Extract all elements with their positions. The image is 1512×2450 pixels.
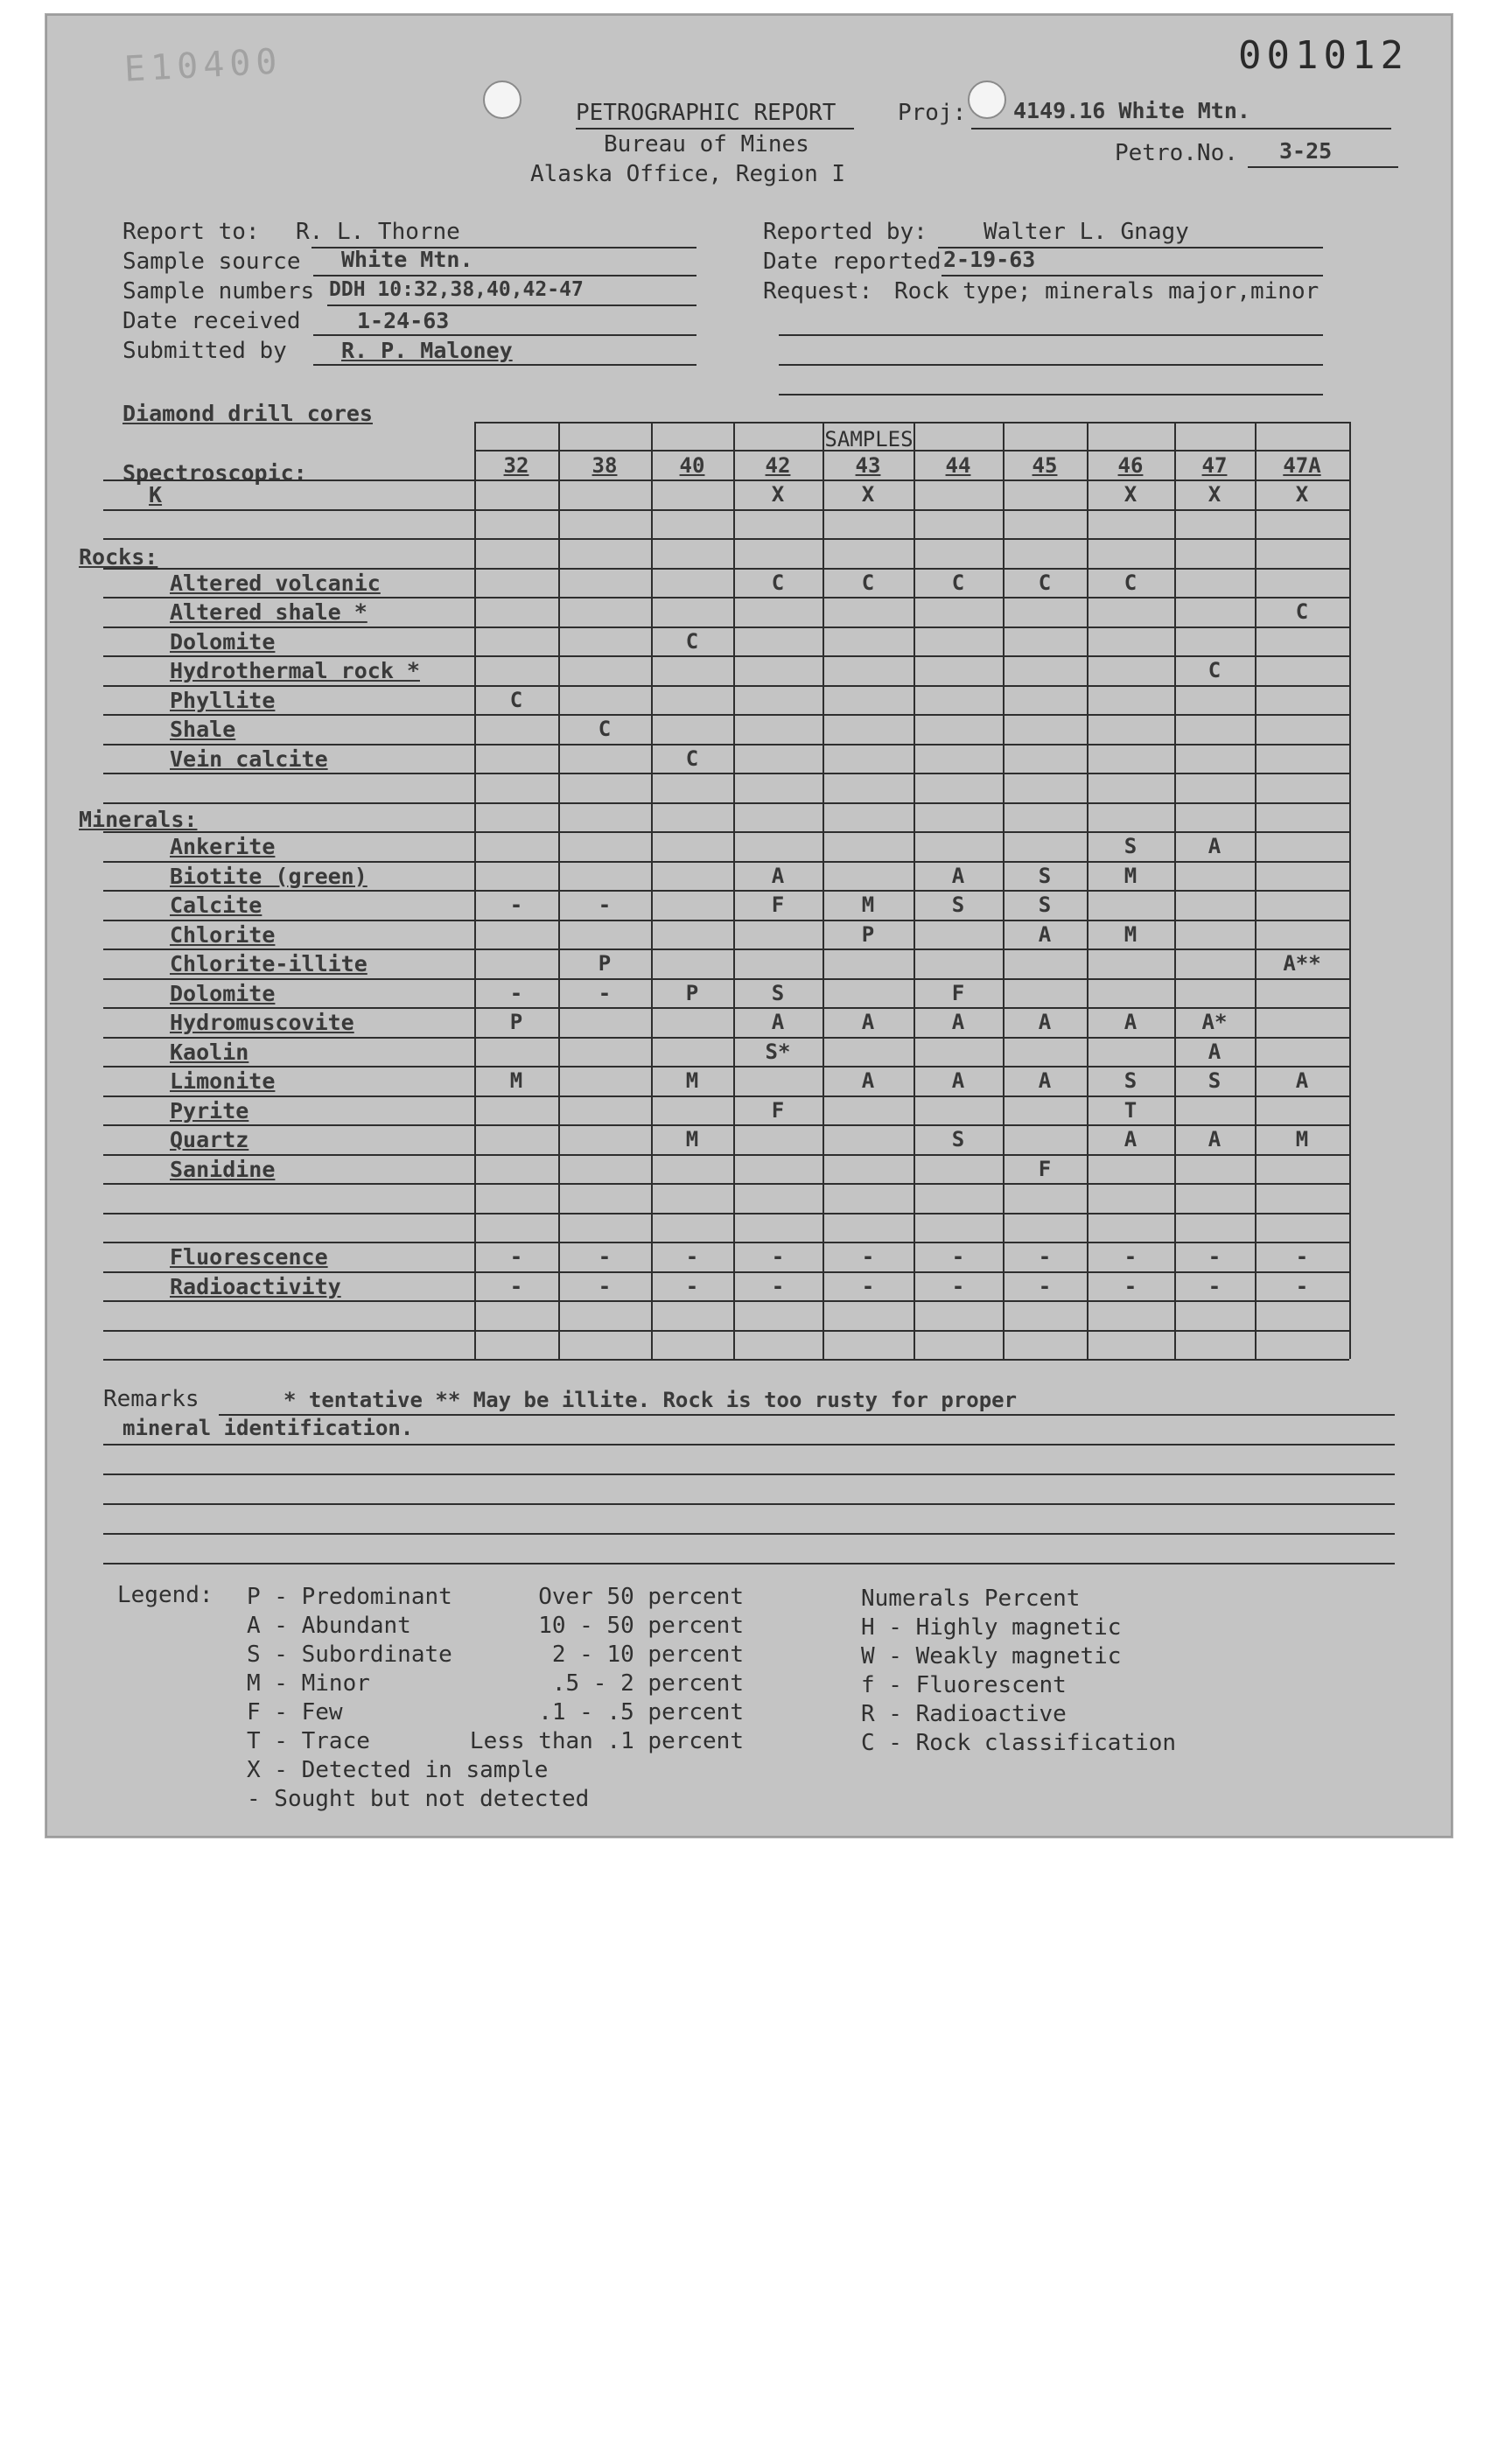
- table-cell: C: [951, 570, 965, 595]
- table-cell: C: [771, 570, 785, 595]
- table-row-divider: [103, 714, 1349, 716]
- date-received-label: Date received: [122, 308, 301, 334]
- row-label: Sanidine: [170, 1156, 276, 1182]
- table-cell: F: [771, 892, 785, 917]
- table-cell: T: [1124, 1097, 1138, 1123]
- submitted-by-value: R. P. Maloney: [341, 338, 513, 363]
- samples-header: SAMPLES: [824, 427, 914, 452]
- table-row-divider: [103, 509, 1349, 511]
- submitted-by-label: Submitted by: [122, 338, 287, 364]
- table-row-divider: [103, 831, 1349, 833]
- remarks-line-b: [103, 1444, 1395, 1446]
- row-label: Quartz: [170, 1127, 249, 1152]
- legend-right-item: R - Radioactive: [861, 1701, 1067, 1727]
- table-cell: M: [685, 1127, 699, 1152]
- table-row-divider: [103, 480, 1349, 481]
- row-label: Shale: [170, 717, 236, 742]
- table-row-divider: [103, 1330, 1349, 1332]
- table-cell: C: [1295, 599, 1309, 624]
- row-label: Chlorite: [170, 921, 276, 948]
- table-row-divider: [103, 1096, 1349, 1097]
- table-cell: P: [598, 951, 612, 976]
- remarks-label: Remarks: [103, 1386, 200, 1412]
- report-to-value: R. L. Thorne: [296, 219, 460, 245]
- table-cell: X: [771, 482, 785, 507]
- table-cell: C: [861, 570, 875, 595]
- proj-label: Proj:: [898, 100, 967, 126]
- table-row-divider: [103, 861, 1349, 863]
- column-header-47A: 47A: [1283, 453, 1321, 478]
- table-cell: -: [685, 1244, 699, 1269]
- remarks-line-2: mineral identification.: [122, 1416, 414, 1440]
- legend-code: T - Trace: [247, 1728, 370, 1754]
- row-label: Altered shale *: [170, 599, 368, 625]
- table-cell: F: [951, 980, 965, 1005]
- table-row-divider: [103, 1066, 1349, 1068]
- table-cell: S: [771, 980, 785, 1005]
- table-row-divider: [103, 1037, 1349, 1039]
- table-cell: S: [951, 892, 965, 917]
- table-cell: -: [1038, 1273, 1052, 1298]
- table-cell: M: [1295, 1127, 1309, 1152]
- table-row-divider: [103, 597, 1349, 598]
- table-cell: -: [685, 1273, 699, 1298]
- legend-code: S - Subordinate: [247, 1642, 452, 1668]
- table-cell: S: [1124, 834, 1138, 858]
- row-label: Phyllite: [170, 687, 276, 713]
- date-received-value: 1-24-63: [357, 308, 450, 333]
- table-cell: F: [771, 1097, 785, 1123]
- sample-source-value: White Mtn.: [341, 247, 473, 272]
- table-cell: -: [951, 1244, 965, 1269]
- table-row-divider: [103, 802, 1349, 804]
- report-title: PETROGRAPHIC REPORT: [576, 100, 836, 126]
- table-cell: S: [1124, 1068, 1138, 1093]
- table-cell: M: [1124, 921, 1138, 947]
- column-header-40: 40: [679, 453, 705, 478]
- table-cell: -: [951, 1273, 965, 1298]
- column-header-47: 47: [1201, 453, 1228, 478]
- table-cell: A: [861, 1068, 875, 1093]
- spectroscopic-label: Spectroscopic:: [122, 460, 307, 486]
- table-cell: M: [1124, 863, 1138, 888]
- legend-right-item: f - Fluorescent: [861, 1672, 1067, 1698]
- table-cell: C: [685, 746, 699, 771]
- column-header-46: 46: [1117, 453, 1144, 478]
- row-label: Limonite: [170, 1068, 276, 1094]
- table-cell: A**: [1283, 951, 1321, 976]
- remarks-line-1: * tentative ** May be illite. Rock is too rusty for proper: [284, 1388, 1018, 1412]
- table-row-divider: [103, 890, 1349, 892]
- table-row-divider: [103, 1007, 1349, 1009]
- row-label: Biotite (green): [170, 863, 368, 889]
- table-cell: S: [1038, 863, 1052, 888]
- legend-code: M - Minor: [247, 1670, 370, 1697]
- table-cell: A: [951, 1068, 965, 1093]
- row-label: Pyrite: [170, 1097, 249, 1124]
- row-label: Ankerite: [170, 834, 276, 859]
- table-cell: X: [1208, 482, 1222, 507]
- legend-range: 2 - 10 percent: [551, 1642, 744, 1668]
- remarks-line-f: [103, 1563, 1395, 1564]
- table-row-divider: [103, 1300, 1349, 1302]
- table-cell: P: [509, 1010, 523, 1034]
- table-row-divider: [103, 1154, 1349, 1156]
- table-row-divider: [103, 1242, 1349, 1243]
- table-cell: A: [1124, 1127, 1138, 1152]
- table-cell: A: [951, 1010, 965, 1034]
- legend-code: A - Abundant: [247, 1613, 411, 1639]
- table-cell: -: [598, 1273, 612, 1298]
- table-cell: C: [509, 687, 523, 712]
- table-cell: S: [1038, 892, 1052, 917]
- table-top-border: [474, 422, 1349, 424]
- legend-right-item: W - Weakly magnetic: [861, 1643, 1122, 1670]
- table-cell: X: [1295, 482, 1309, 507]
- legend-label: Legend:: [117, 1582, 214, 1608]
- table-cell: A: [771, 863, 785, 888]
- row-label: Fluorescence: [170, 1244, 328, 1270]
- column-header-45: 45: [1032, 453, 1058, 478]
- petro-no-label: Petro.No.: [1115, 140, 1238, 166]
- table-cell: A: [1295, 1068, 1309, 1093]
- row-label: Calcite: [170, 892, 262, 918]
- column-header-42: 42: [765, 453, 791, 478]
- date-reported-value: 2-19-63: [943, 247, 1036, 272]
- table-row-divider: [103, 655, 1349, 657]
- table-cell: A: [861, 1010, 875, 1034]
- table-cell: P: [861, 921, 875, 947]
- table-cell: C: [1038, 570, 1052, 595]
- column-header-38: 38: [592, 453, 618, 478]
- table-row-divider: [103, 1359, 1349, 1361]
- remarks-line-d: [103, 1503, 1395, 1505]
- table-cell: C: [1124, 570, 1138, 595]
- sample-numbers-value: DDH 10:32,38,40,42-47: [329, 278, 584, 301]
- table-cell: -: [598, 1244, 612, 1269]
- bureau-name: Bureau of Mines: [604, 131, 809, 158]
- report-sheet: [46, 14, 1452, 1838]
- faint-file-number: E10400: [122, 41, 284, 90]
- table-cell: S*: [765, 1039, 791, 1064]
- table-row-divider: [103, 773, 1349, 774]
- table-cell: -: [509, 1273, 523, 1298]
- request-value: Rock type; minerals major,minor: [894, 278, 1320, 304]
- table-cell: X: [861, 482, 875, 507]
- table-cell: -: [1124, 1273, 1138, 1298]
- office-name: Alaska Office, Region I: [530, 161, 846, 187]
- table-cell: S: [1208, 1068, 1222, 1093]
- table-cell: A: [1208, 834, 1222, 858]
- table-row-divider: [474, 450, 1349, 452]
- legend-right-item: Numerals Percent: [861, 1586, 1081, 1612]
- table-row-divider: [103, 1183, 1349, 1185]
- petro-no-value: 3-25: [1279, 138, 1333, 164]
- column-header-43: 43: [855, 453, 881, 478]
- table-cell: P: [685, 980, 699, 1005]
- legend-right-item: H - Highly magnetic: [861, 1614, 1122, 1641]
- table-cell: -: [1295, 1273, 1309, 1298]
- table-row-divider: [103, 1271, 1349, 1273]
- date-reported-label: Date reported: [763, 248, 942, 275]
- table-cell: -: [1208, 1244, 1222, 1269]
- legend-code: P - Predominant: [247, 1584, 452, 1610]
- legend-right-item: C - Rock classification: [861, 1730, 1177, 1756]
- legend-range: Less than .1 percent: [469, 1728, 744, 1754]
- table-cell: -: [861, 1273, 875, 1298]
- table-row-divider: [103, 1213, 1349, 1214]
- column-header-44: 44: [945, 453, 971, 478]
- table-cell: A: [1208, 1039, 1222, 1064]
- table-cell: A: [1124, 1010, 1138, 1034]
- table-row-divider: [103, 685, 1349, 687]
- table-column-divider: [1349, 422, 1351, 1359]
- table-cell: -: [771, 1273, 785, 1298]
- remarks-line-e: [103, 1533, 1395, 1535]
- table-cell: A: [1208, 1127, 1222, 1152]
- table-cell: A: [1038, 1010, 1052, 1034]
- legend-code: X - Detected in sample: [247, 1757, 549, 1783]
- row-label: Hydrothermal rock *: [170, 658, 420, 683]
- table-cell: -: [509, 892, 523, 917]
- table-row-divider: [103, 744, 1349, 746]
- request-label: Request:: [763, 278, 873, 304]
- sample-source-label: Sample source: [122, 248, 301, 275]
- table-title: Diamond drill cores: [122, 401, 373, 426]
- table-row-divider: [103, 538, 1349, 540]
- remarks-line-c: [103, 1474, 1395, 1475]
- table-cell: -: [1124, 1244, 1138, 1269]
- minerals-label: Minerals:: [79, 807, 198, 832]
- row-label: Hydromuscovite: [170, 1010, 354, 1035]
- table-cell: A: [1038, 921, 1052, 947]
- legend-code: F - Few: [247, 1699, 343, 1726]
- table-row-divider: [103, 978, 1349, 980]
- table-cell: S: [951, 1127, 965, 1152]
- table-row-divider: [103, 948, 1349, 950]
- report-to-label: Report to:: [122, 219, 260, 245]
- rocks-label: Rocks:: [79, 544, 158, 570]
- row-label: Radioactivity: [170, 1273, 341, 1299]
- row-label: Altered volcanic: [170, 570, 381, 596]
- row-label: Dolomite: [170, 628, 276, 654]
- table-cell: M: [685, 1068, 699, 1093]
- table-cell: A*: [1201, 1010, 1228, 1034]
- table-cell: C: [685, 628, 699, 654]
- legend-range: 10 - 50 percent: [538, 1613, 744, 1639]
- table-cell: -: [509, 1244, 523, 1269]
- table-cell: M: [509, 1068, 523, 1093]
- legend-range: Over 50 percent: [538, 1584, 744, 1610]
- table-cell: M: [861, 892, 875, 917]
- table-cell: -: [509, 980, 523, 1005]
- legend-code: - Sought but not detected: [247, 1786, 590, 1812]
- table-row-divider: [103, 626, 1349, 628]
- table-cell: F: [1038, 1156, 1052, 1181]
- table-cell: A: [951, 863, 965, 888]
- row-label: K: [149, 482, 163, 508]
- document-number: 001012: [1238, 33, 1409, 78]
- table-cell: -: [1208, 1273, 1222, 1298]
- table-cell: C: [1208, 658, 1222, 682]
- remarks-line-a: [219, 1414, 1395, 1416]
- table-row-divider: [103, 568, 1349, 570]
- table-cell: X: [1124, 482, 1138, 507]
- table-cell: C: [598, 717, 612, 741]
- table-cell: -: [598, 980, 612, 1005]
- table-cell: A: [771, 1010, 785, 1034]
- table-row-divider: [103, 1124, 1349, 1126]
- table-cell: -: [1295, 1244, 1309, 1269]
- table-cell: A: [1038, 1068, 1052, 1093]
- reported-by-value: Walter L. Gnagy: [984, 219, 1189, 245]
- reported-by-label: Reported by:: [763, 219, 928, 245]
- legend-range: .5 - 2 percent: [551, 1670, 744, 1697]
- sample-numbers-label: Sample numbers: [122, 278, 315, 304]
- column-header-32: 32: [503, 453, 529, 478]
- table-cell: -: [861, 1244, 875, 1269]
- row-label: Kaolin: [170, 1039, 249, 1065]
- row-label: Chlorite-illite: [170, 951, 368, 976]
- table-row-divider: [103, 920, 1349, 921]
- proj-value: 4149.16 White Mtn.: [1013, 98, 1250, 123]
- table-cell: -: [771, 1244, 785, 1269]
- row-label: Dolomite: [170, 980, 276, 1006]
- row-label: Vein calcite: [170, 746, 328, 772]
- legend-range: .1 - .5 percent: [538, 1699, 744, 1726]
- table-cell: -: [598, 892, 612, 917]
- table-cell: -: [1038, 1244, 1052, 1269]
